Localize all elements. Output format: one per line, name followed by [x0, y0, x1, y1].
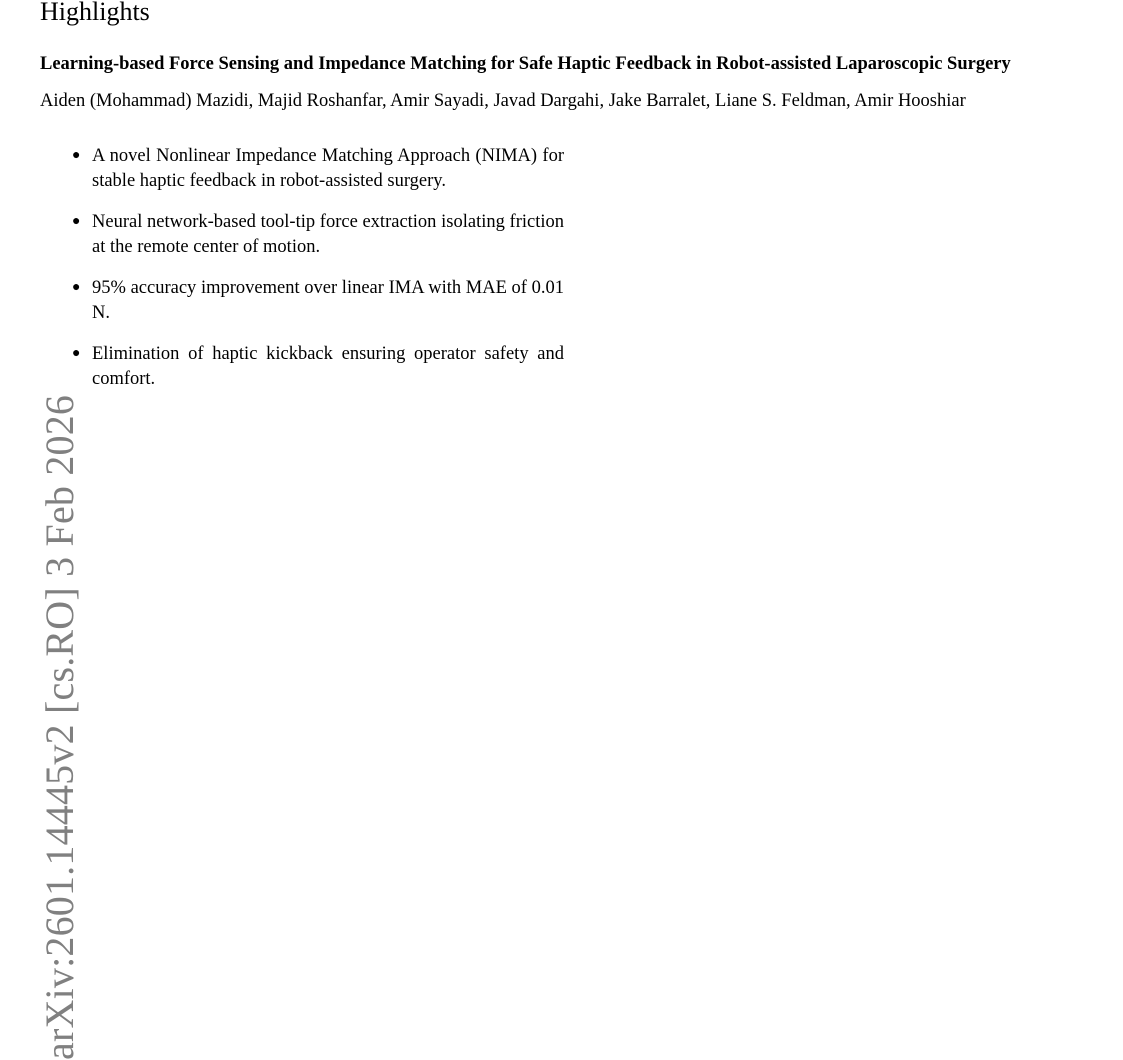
bullet-icon: ●: [72, 346, 81, 361]
highlight-item: [70, 276, 600, 325]
bullet-icon: ●: [72, 280, 81, 295]
author-list: Aiden (Mohammad) Mazidi, Majid Roshanfar, Amir Sayadi, Javad Dargahi, Jake Barralet, Liane S. Feldman, Amir Hooshiar: [40, 91, 966, 111]
highlight-item: [70, 342, 600, 391]
highlight-text: Neural network-based tool-tip force extraction isolating friction at the remote center of motion.: [92, 212, 564, 257]
highlight-text: 95% accuracy improvement over linear IMA with MAE of 0.01 N.: [92, 278, 564, 323]
bullet-icon: ●: [72, 148, 81, 163]
arxiv-identifier-stamp: arXiv:2601.14445v2 [cs.RO] 3 Feb 2026: [37, 394, 82, 1060]
highlight-text: A novel Nonlinear Impedance Matching Approach (NIMA) for stable haptic feedback in robot-assisted surgery.: [92, 146, 564, 191]
paper-title: Learning-based Force Sensing and Impedance Matching for Safe Haptic Feedback in Robot-assisted Laparoscopic Surgery: [40, 54, 1011, 74]
section-heading: Highlights: [40, 0, 150, 26]
highlight-item: [70, 144, 600, 193]
highlight-item: [70, 210, 600, 259]
highlights-list: [70, 144, 600, 408]
highlight-text: Elimination of haptic kickback ensuring operator safety and comfort.: [92, 344, 564, 389]
bullet-icon: ●: [72, 214, 81, 229]
